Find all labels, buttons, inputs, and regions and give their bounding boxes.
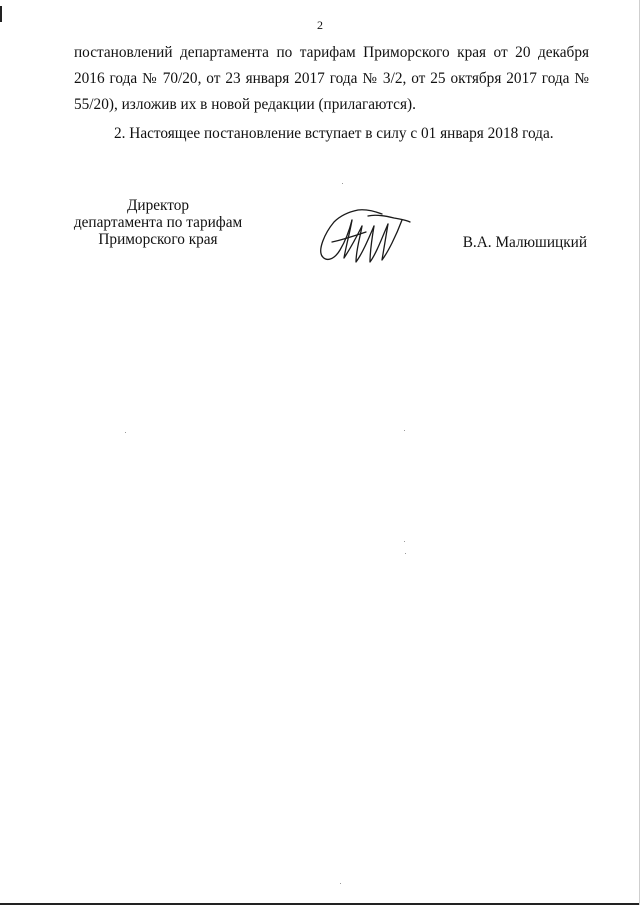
scan-speck: [405, 553, 406, 554]
paragraph-line: 2016 года № 70/20, от 23 января 2017 года № 3/2, от 25 октября 2017 года №: [74, 70, 589, 87]
scan-speck: [404, 430, 405, 431]
scan-speck: [125, 432, 126, 433]
signatory-title: [58, 197, 258, 248]
handwritten-signature: [312, 206, 412, 270]
signatory-title-line: Директор: [126, 197, 190, 214]
page-number: 2: [317, 18, 323, 32]
scan-speck: [404, 541, 405, 542]
paragraph-1: [74, 40, 589, 118]
paragraph-line: постановлений департамента по тарифам Приморского края от 20 декабря: [74, 44, 589, 61]
paragraph-2: 2. Настоящее постановление вступает в силу с 01 января 2018 года.: [114, 125, 554, 142]
signatory-name: В.А. Малюшицкий: [462, 234, 587, 251]
signatory-title-line: департамента по тарифам: [73, 214, 243, 231]
signatory-title-line: Приморского края: [98, 231, 218, 248]
scan-speck: [340, 883, 341, 884]
scan-speck: [342, 183, 343, 184]
paragraph-line: 55/20), изложив их в новой редакции (прилагаются).: [74, 96, 416, 113]
document-body: [74, 40, 589, 147]
